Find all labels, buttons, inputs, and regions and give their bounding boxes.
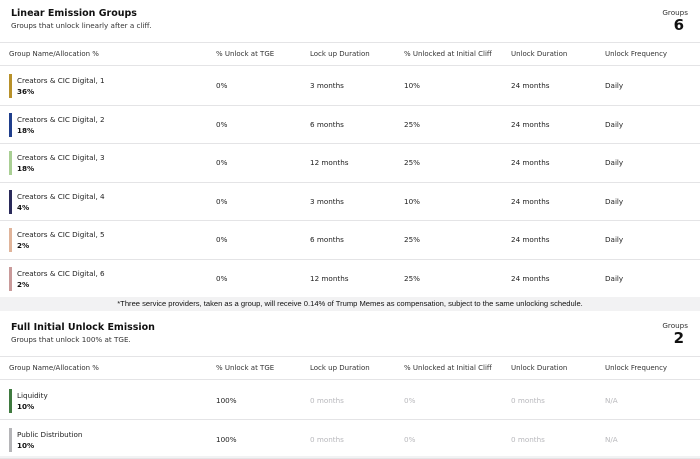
cell-lockup-duration: 3 months	[310, 196, 344, 206]
col-unlock-duration: Unlock Duration	[511, 364, 568, 372]
cell-unlock-frequency: N/A	[605, 396, 618, 405]
group-color-swatch	[9, 74, 12, 98]
linear-subtitle: Groups that unlock linearly after a cliff.	[11, 21, 152, 30]
cell-lockup-duration: 3 months	[310, 81, 344, 90]
table-row	[0, 67, 700, 106]
cell-unlock-frequency: N/A	[605, 435, 618, 444]
cell-unlock-frequency: Daily	[605, 158, 624, 168]
group-name: Liquidity	[17, 391, 48, 400]
group-color-swatch	[9, 151, 12, 175]
group-allocation: 2%	[17, 280, 30, 289]
group-name: Creators & CIC Digital, 3	[17, 153, 105, 163]
col-group-name: Group Name/Allocation %	[9, 50, 99, 58]
group-allocation: 18%	[17, 125, 35, 135]
group-allocation: 10%	[17, 441, 35, 450]
full-groups-count: 2	[673, 329, 684, 347]
cell-unlock-tge: 100%	[216, 396, 237, 405]
table-row	[0, 420, 700, 459]
linear-title: Linear Emission Groups	[11, 8, 137, 19]
cell-unlock-frequency: Daily	[605, 235, 624, 245]
group-allocation: 36%	[17, 87, 35, 96]
cell-lockup-duration: 0 months	[310, 396, 344, 405]
cell-unlock-tge: 0%	[216, 196, 228, 206]
cell-unlocked-cliff: 10%	[404, 81, 420, 90]
col-unlock-frequency: Unlock Frequency	[605, 50, 668, 58]
group-color-swatch	[9, 190, 12, 214]
cell-unlock-duration: 24 months	[511, 158, 550, 168]
col-group-name: Group Name/Allocation %	[9, 364, 99, 372]
cell-lockup-duration: 12 months	[310, 274, 349, 283]
cell-unlocked-cliff: 25%	[404, 119, 420, 129]
group-color-swatch	[9, 267, 12, 291]
table-row	[0, 260, 700, 299]
col-unlock-frequency: Unlock Frequency	[605, 364, 668, 372]
table-row	[0, 381, 700, 420]
cell-unlock-duration: 24 months	[511, 274, 550, 283]
cell-unlock-tge: 0%	[216, 274, 228, 283]
cell-lockup-duration: 0 months	[310, 435, 344, 444]
cell-unlock-tge: 0%	[216, 81, 228, 90]
group-allocation: 18%	[17, 164, 35, 174]
group-name: Creators & CIC Digital, 6	[17, 269, 105, 278]
cell-unlock-frequency: Daily	[605, 81, 624, 90]
cell-unlock-duration: 24 months	[511, 81, 550, 90]
cell-unlock-duration: 0 months	[511, 435, 545, 444]
col-unlocked-cliff: % Unlocked at Initial Cliff	[404, 50, 492, 58]
group-name: Public Distribution	[17, 430, 83, 439]
col-unlock-duration: Unlock Duration	[511, 50, 568, 58]
table-row	[0, 106, 700, 145]
group-allocation: 4%	[17, 202, 30, 212]
col-lockup-duration: Lock up Duration	[310, 50, 370, 58]
cell-unlock-tge: 100%	[216, 435, 237, 444]
cell-unlocked-cliff: 0%	[404, 396, 416, 405]
table-row	[0, 144, 700, 183]
group-color-swatch	[9, 228, 12, 252]
cell-lockup-duration: 6 months	[310, 119, 344, 129]
cell-lockup-duration: 12 months	[310, 158, 349, 168]
cell-unlock-tge: 0%	[216, 235, 228, 245]
cell-unlocked-cliff: 10%	[404, 196, 420, 206]
cell-unlock-duration: 24 months	[511, 196, 550, 206]
cell-unlock-duration: 24 months	[511, 235, 550, 245]
cell-unlocked-cliff: 25%	[404, 235, 420, 245]
cell-unlock-frequency: Daily	[605, 274, 624, 283]
linear-groups-count: 6	[673, 16, 684, 34]
col-unlock-tge: % Unlock at TGE	[216, 364, 275, 372]
group-name: Creators & CIC Digital, 2	[17, 114, 105, 124]
cell-unlocked-cliff: 25%	[404, 158, 420, 168]
cell-unlock-duration: 0 months	[511, 396, 545, 405]
cell-unlocked-cliff: 25%	[404, 274, 420, 283]
cell-unlock-duration: 24 months	[511, 119, 550, 129]
table-row	[0, 183, 700, 222]
footnote: *Three service providers, taken as a group, will receive 0.14% of Trump Memes as compensation, subject to the same unlocking schedule.	[0, 297, 700, 311]
group-color-swatch	[9, 428, 12, 452]
cell-unlocked-cliff: 0%	[404, 435, 416, 444]
full-column-header	[0, 356, 700, 380]
col-unlocked-cliff: % Unlocked at Initial Cliff	[404, 364, 492, 372]
full-subtitle: Groups that unlock 100% at TGE.	[11, 335, 131, 344]
linear-column-header	[0, 42, 700, 66]
group-allocation: 2%	[17, 241, 30, 251]
full-groups-label: Groups	[662, 321, 688, 330]
table-row	[0, 221, 700, 260]
full-unlock-card	[0, 311, 700, 456]
linear-groups-label: Groups	[662, 8, 688, 17]
cell-unlock-frequency: Daily	[605, 196, 624, 206]
col-unlock-tge: % Unlock at TGE	[216, 50, 275, 58]
group-allocation: 10%	[17, 402, 35, 411]
group-color-swatch	[9, 389, 12, 413]
cell-unlock-tge: 0%	[216, 158, 228, 168]
group-name: Creators & CIC Digital, 4	[17, 191, 105, 201]
full-title: Full Initial Unlock Emission	[11, 322, 155, 333]
group-color-swatch	[9, 113, 12, 137]
cell-lockup-duration: 6 months	[310, 235, 344, 245]
group-name: Creators & CIC Digital, 1	[17, 76, 105, 85]
col-lockup-duration: Lock up Duration	[310, 364, 370, 372]
cell-unlock-frequency: Daily	[605, 119, 624, 129]
cell-unlock-tge: 0%	[216, 119, 228, 129]
group-name: Creators & CIC Digital, 5	[17, 230, 105, 240]
